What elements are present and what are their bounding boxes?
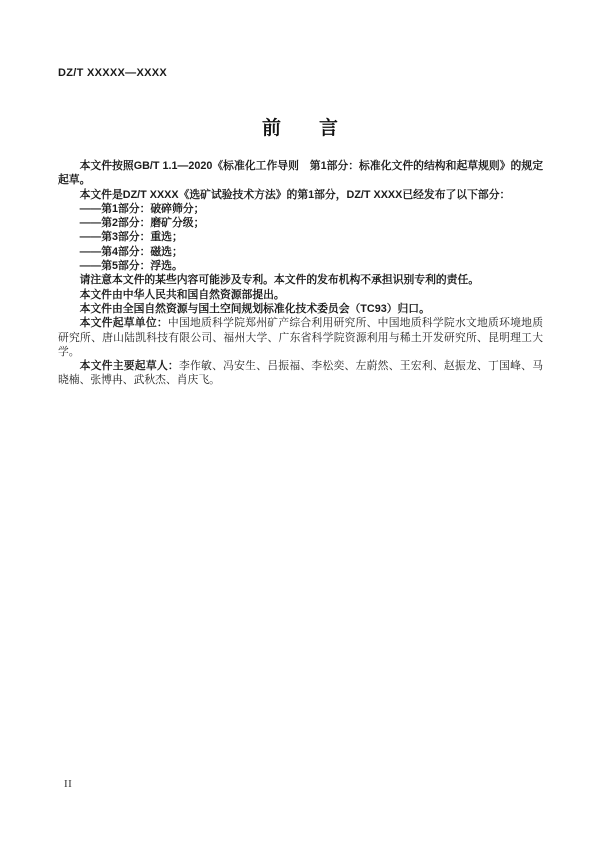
main-drafters-label: 本文件主要起草人： xyxy=(79,360,179,373)
standard-number-header: DZ/T XXXXX—XXXX xyxy=(58,67,168,79)
drafting-units-text: 中国地质科学院郑州矿产综合利用研究所、中国地质科学院水文地质环境地质研究所、唐山陆凯科技有限公司、福州大学、广东省科学院资源利用与稀土开发研究所、昆明理工大学。 xyxy=(58,317,544,358)
list-item-part1: ——第1部分：破碎筛分； xyxy=(79,202,205,215)
paragraph-centralized-by: 本文件由全国自然资源与国土空间规划标准化技术委员会（TC93）归口。 xyxy=(79,302,430,315)
main-drafters-text: 李作敏、冯安生、吕振福、李松奕、左蔚然、王宏利、赵振龙、丁国峰、马晓楠、张博冉、武秋杰、肖庆飞。 xyxy=(58,360,544,387)
paragraph-drafting-units xyxy=(58,316,543,359)
page-title: 前 言 xyxy=(261,118,338,139)
page-number: II xyxy=(64,778,73,790)
list-item-part2: ——第2部分：磨矿分级； xyxy=(79,217,205,230)
list-item-part4: ——第4部分：磁选； xyxy=(79,245,183,258)
paragraph-main-drafters xyxy=(58,359,543,388)
paragraph-series-intro: 本文件是DZ/T XXXX《选矿试验技术方法》的第1部分，DZ/T XXXX已经发布了以下部分： xyxy=(79,188,511,201)
foreword-body xyxy=(58,159,543,388)
list-item-part3: ——第3部分：重选； xyxy=(79,231,183,244)
paragraph-proposed-by: 本文件由中华人民共和国自然资源部提出。 xyxy=(79,288,285,301)
drafting-units-label: 本文件起草单位： xyxy=(79,317,168,330)
paragraph-patent-notice: 请注意本文件的某些内容可能涉及专利。本文件的发布机构不承担识别专利的责任。 xyxy=(79,274,480,287)
paragraph-drafting-basis: 本文件按照GB/T 1.1—2020《标准化工作导则 第1部分：标准化文件的结构和起草规则》的规定起草。 xyxy=(58,160,543,187)
list-item-part5: ——第5部分：浮选。 xyxy=(79,260,183,273)
